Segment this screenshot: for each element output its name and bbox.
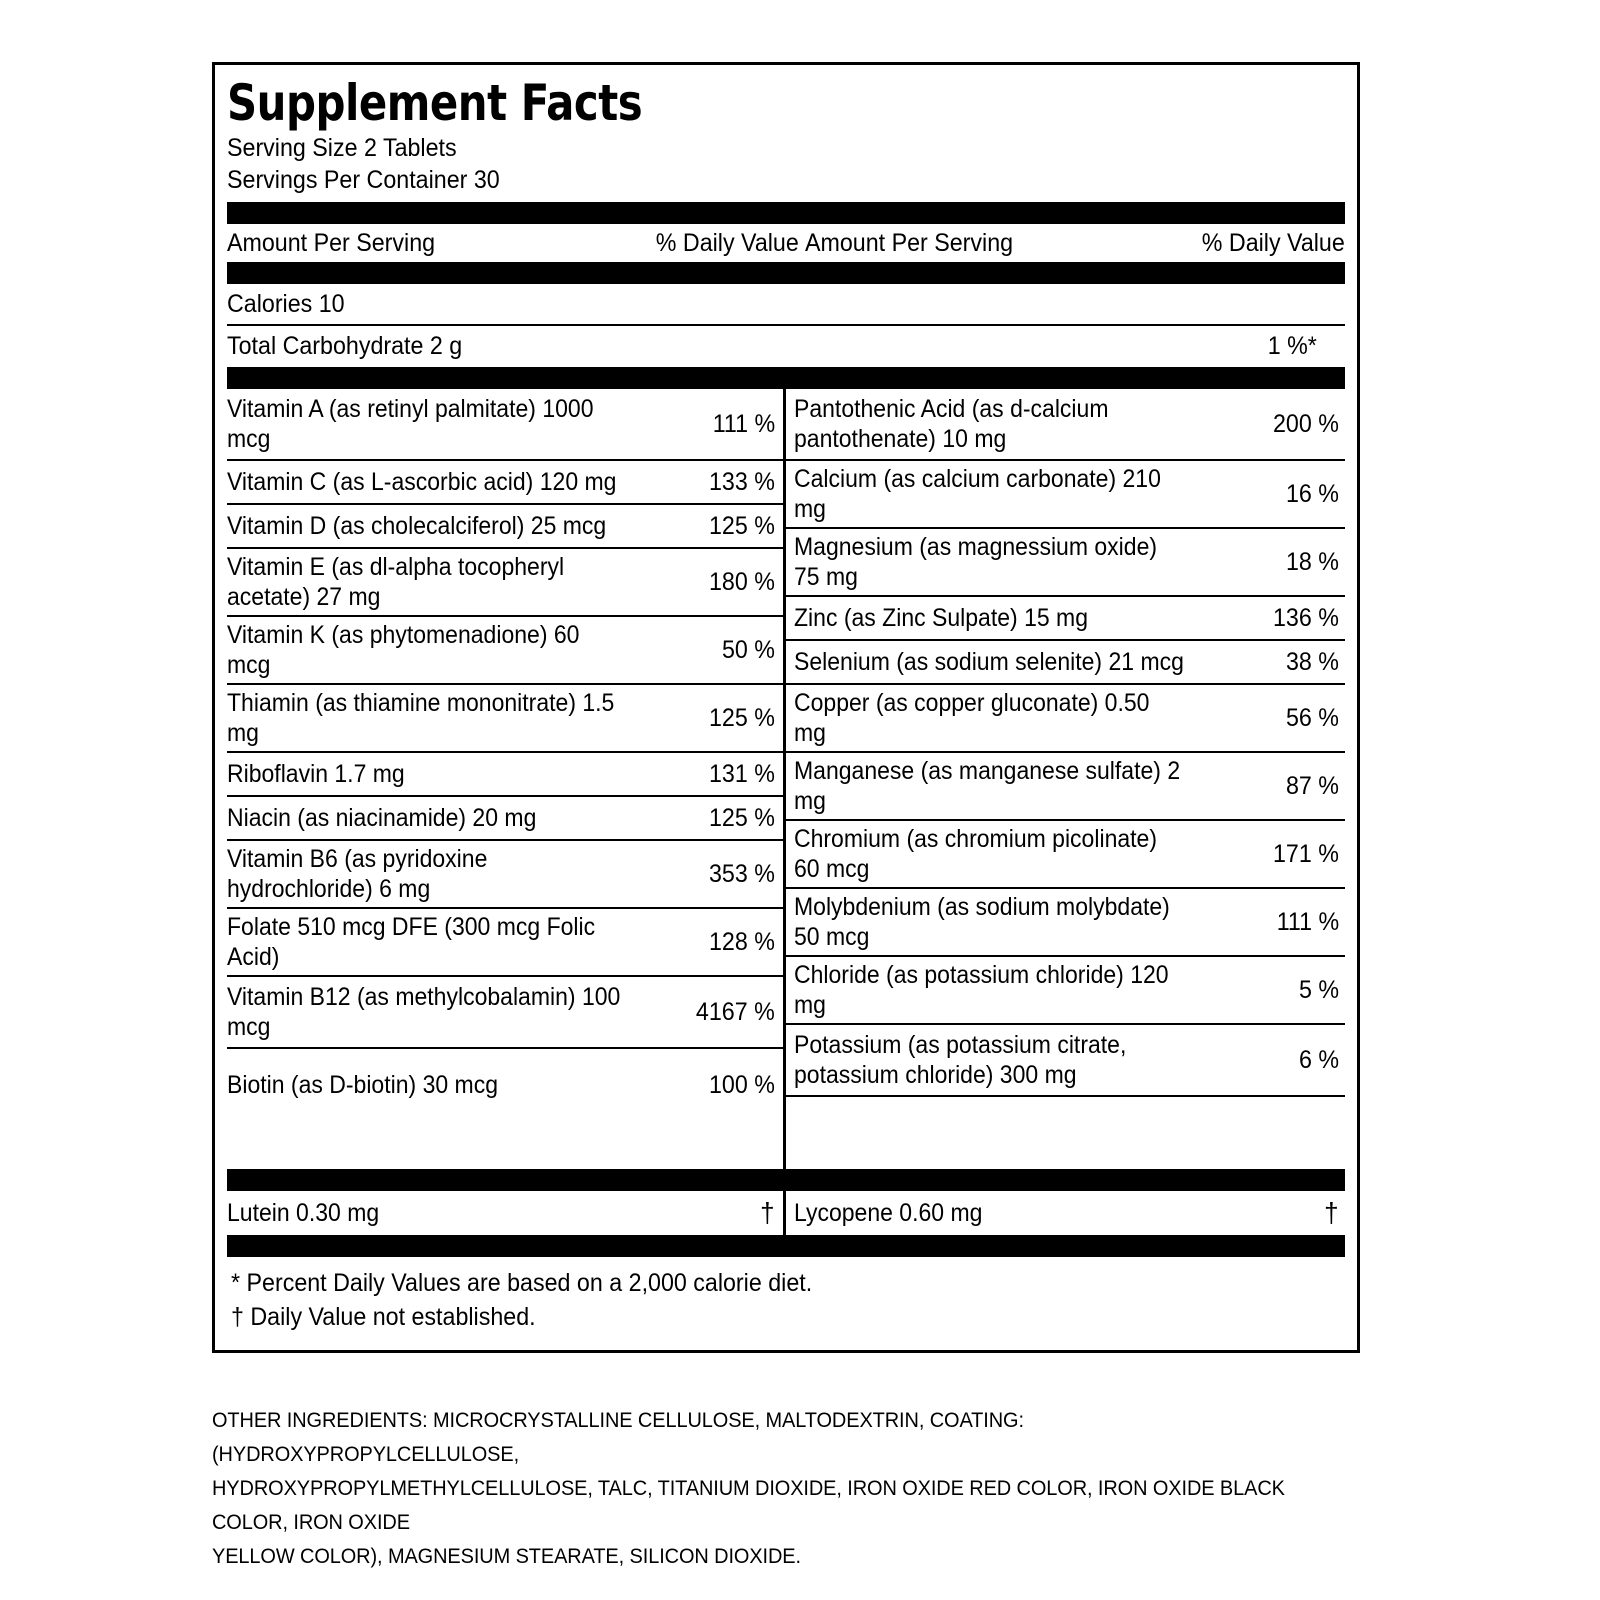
table-row: Vitamin A (as retinyl palmitate) 1000 mcg 111 %	[227, 389, 783, 461]
table-row: Copper (as copper gluconate) 0.50 mg 56 %	[786, 685, 1345, 753]
nutrient-grid	[227, 389, 1345, 1169]
header-dv-right: % Daily Value	[1201, 228, 1345, 257]
row-calories	[227, 284, 1345, 325]
total-carbohydrate-label: Total Carbohydrate 2 g	[227, 332, 463, 361]
serving-size	[227, 132, 1267, 164]
servings-per-container-text: Servings Per Container 30	[227, 165, 500, 194]
page-title: Supplement Facts	[227, 74, 643, 132]
other-ingredients-line-1: OTHER INGREDIENTS: MICROCRYSTALLINE CELLULOSE, MALTODEXTRIN, COATING: (HYDROXYPROPYLCELLULOSE,	[212, 1409, 1024, 1467]
table-row: Selenium (as sodium selenite) 21 mcg 38 %	[786, 641, 1345, 685]
table-row: Lycopene 0.60 mg †	[794, 1196, 1339, 1228]
bottom-grid	[227, 1191, 1345, 1235]
table-row: Magnesium (as magnessium oxide) 75 mg 18 %	[786, 529, 1345, 597]
table-row: Vitamin D (as cholecalciferol) 25 mcg 125 %	[227, 505, 783, 549]
header-amount-left: Amount Per Serving	[227, 228, 436, 257]
footnote-percent-dv: * Percent Daily Values are based on a 2,000 calorie diet.	[231, 1268, 813, 1297]
table-row: Vitamin K (as phytomenadione) 60 mcg 50 %	[227, 617, 783, 685]
total-carbohydrate-value: 1 %*	[1267, 332, 1317, 361]
divider-thick-top	[227, 202, 1345, 224]
bottom-column-right	[786, 1191, 1345, 1235]
calories-label: Calories 10	[227, 289, 345, 318]
header-amount-right: Amount Per Serving	[805, 228, 1014, 257]
table-row: Molybdenium (as sodium molybdate) 50 mcg 111 %	[786, 889, 1345, 957]
divider-thick-before-bottom	[227, 1169, 1345, 1191]
other-ingredients	[212, 1404, 1392, 1574]
calories-value	[1197, 288, 1345, 321]
table-row: Niacin (as niacinamide) 20 mg 125 %	[227, 797, 783, 841]
serving-size-text: Serving Size 2 Tablets	[227, 133, 457, 162]
table-row: Vitamin B12 (as methylcobalamin) 100 mcg 4167 %	[227, 977, 783, 1049]
divider-thick-before-grid	[227, 367, 1345, 389]
servings-per-container	[227, 164, 1267, 196]
other-ingredients-line-3: YELLOW COLOR), MAGNESIUM STEARATE, SILICON DIOXIDE.	[212, 1545, 801, 1569]
column-headers	[227, 224, 1345, 262]
divider-thick-before-footnotes	[227, 1235, 1345, 1257]
table-row: Biotin (as D-biotin) 30 mcg 100 %	[227, 1070, 775, 1099]
table-row-empty	[786, 1097, 1345, 1169]
table-row: Folate 510 mcg DFE (300 mcg Folic Acid) 128 %	[227, 909, 783, 977]
table-row: Pantothenic Acid (as d-calcium pantothenate) 10 mg 200 %	[786, 389, 1345, 461]
header-dv-left: % Daily Value	[655, 228, 799, 257]
nutrient-column-right	[786, 389, 1345, 1169]
table-row: Manganese (as manganese sulfate) 2 mg 87 %	[786, 753, 1345, 821]
panel-inner	[215, 65, 1357, 1350]
table-row: Vitamin C (as L-ascorbic acid) 120 mg 133 %	[227, 461, 783, 505]
footnote-dagger: † Daily Value not established.	[231, 1303, 536, 1332]
table-row: Chromium (as chromium picolinate) 60 mcg 171 %	[786, 821, 1345, 889]
footnotes	[227, 1257, 1345, 1340]
table-row: Vitamin B6 (as pyridoxine hydrochloride) 6 mg 353 %	[227, 841, 783, 909]
divider-thick-headers	[227, 262, 1345, 284]
table-row: Vitamin E (as dl-alpha tocopheryl acetate) 27 mg 180 %	[227, 549, 783, 617]
table-row: Zinc (as Zinc Sulpate) 15 mg 136 %	[786, 597, 1345, 641]
other-ingredients-line-2: HYDROXYPROPYLMETHYLCELLULOSE, TALC, TITANIUM DIOXIDE, IRON OXIDE RED COLOR, IRON OXIDE BLACK COLOR, IRON OXIDE	[212, 1477, 1285, 1535]
table-row: Riboflavin 1.7 mg 131 %	[227, 753, 783, 797]
table-row: Thiamin (as thiamine mononitrate) 1.5 mg 125 %	[227, 685, 783, 753]
row-total-carbohydrate	[227, 326, 1345, 367]
table-row: Calcium (as calcium carbonate) 210 mg 16 %	[786, 461, 1345, 529]
table-row: Potassium (as potassium citrate, potassium chloride) 300 mg 6 %	[786, 1025, 1345, 1097]
supplement-facts-panel	[212, 62, 1360, 1353]
table-row: Lutein 0.30 mg †	[227, 1196, 775, 1228]
nutrient-column-left	[227, 389, 786, 1169]
bottom-column-left	[227, 1191, 786, 1235]
table-row: Chloride (as potassium chloride) 120 mg 5 %	[786, 957, 1345, 1025]
